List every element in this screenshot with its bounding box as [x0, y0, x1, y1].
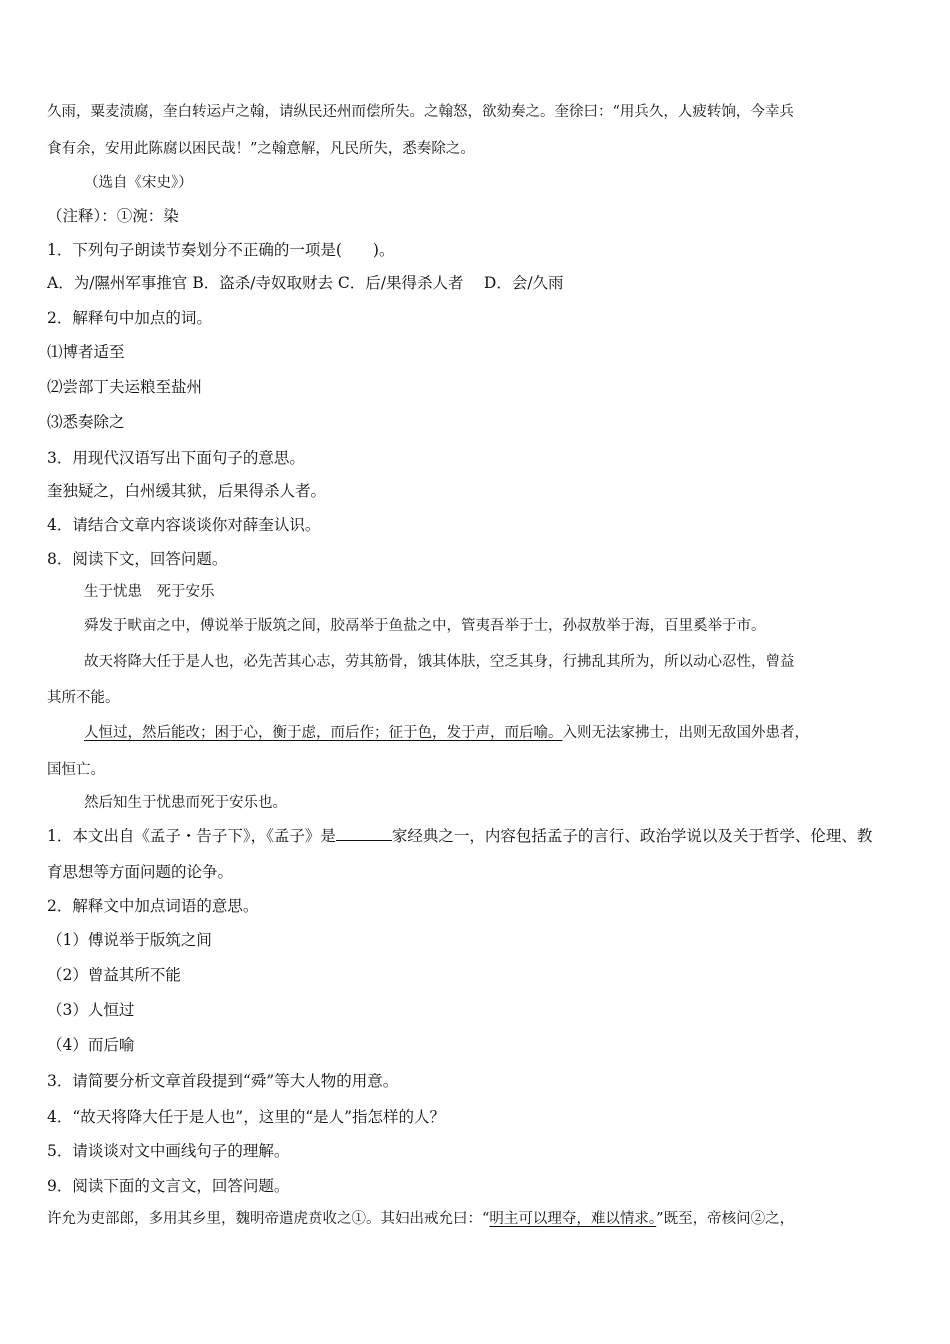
underlined-sentence: 明主可以理夺，难以情求。 [489, 1211, 657, 1227]
passage-paragraph: 然后知生于忧患而死于安乐也。 [84, 795, 287, 811]
question-sentence: 奎独疑之，白州缓其狱，后果得杀人者。 [47, 482, 327, 500]
passage-title: 生于忧患 死于安乐 [84, 584, 215, 600]
passage-line: 食有余，安用此陈腐以困民哉！”之翰意解，凡民所失，悉奏除之。 [47, 141, 475, 157]
question-text: 家经典之一，内容包括孟子的言行、政治学说以及关于哲学、伦理、教 [391, 827, 873, 845]
annotation-note: （注释）：①涴：染 [47, 207, 179, 225]
question [47, 826, 872, 846]
sub-question: ⑴博者适至 [47, 343, 125, 361]
underlined-sentence: 人恒过，然后能改；困于心，衡于虑，而后作；征于色，发于声，而后喻。 [84, 725, 563, 741]
passage-line: 久雨，粟麦渍腐，奎白转运卢之翰，请纵民还州而偿所失。之翰怒，欲劾奏之。奎徐曰：“用兵久，人疲转饷，今幸兵 [47, 104, 794, 120]
sub-question: ⑶悉奏除之 [47, 413, 125, 431]
sub-question: （1）傅说举于版筑之间 [47, 931, 212, 949]
section-heading: 8．阅读下文，回答问题。 [47, 550, 228, 568]
passage-paragraph [84, 723, 809, 743]
sub-question: ⑵尝部丁夫运粮至盐州 [47, 378, 203, 396]
question: 2．解释句中加点的词。 [47, 309, 212, 327]
passage-text: 入则无法家拂士，出则无敌国外患者， [562, 725, 809, 741]
sub-question: （2）曾益其所不能 [47, 966, 181, 984]
section-heading: 9．阅读下面的文言文，回答问题。 [47, 1177, 290, 1195]
passage-line: 其所不能。 [47, 690, 120, 706]
question: 1．下列句子朗读节奏划分不正确的一项是( )。 [47, 241, 395, 259]
question-text: 1．本文出自《孟子・告子下》，《孟子》是 [47, 827, 336, 845]
sub-question: （4）而后喻 [47, 1036, 135, 1054]
passage-text: 许允为吏部郎，多用其乡里，魏明帝遣虎贲收之①。其妇出戒允曰：“ [47, 1211, 490, 1227]
passage-text: ”既至，帝核问②之， [656, 1211, 795, 1227]
question: 2．解释文中加点词语的意思。 [47, 897, 259, 915]
passage-line [47, 1209, 794, 1229]
question-line: 育思想等方面问题的论争。 [47, 863, 234, 881]
source-citation: （选自《宋史》） [84, 175, 193, 191]
question: 4．请结合文章内容谈谈你对薛奎认识。 [47, 516, 321, 534]
passage-paragraph: 故天将降大任于是人也，必先苦其心志，劳其筋骨，饿其体肤，空乏其身，行拂乱其所为，所以动心忍性，曾益 [84, 654, 795, 670]
question: 3．请简要分析文章首段提到“舜”等大人物的用意。 [47, 1072, 399, 1090]
answer-options: A．为/隰州军事推官 B．盗杀/寺奴取财去 C．后/果得杀人者 D．会/久雨 [47, 274, 564, 292]
fill-in-blank [336, 826, 392, 841]
passage-line: 国恒亡。 [47, 762, 105, 778]
question: 3．用现代汉语写出下面句子的意思。 [47, 449, 305, 467]
question: 4．“故天将降大任于是人也”，这里的“是人”指怎样的人？ [47, 1108, 446, 1126]
passage-paragraph: 舜发于畎亩之中，傅说举于版筑之间，胶鬲举于鱼盐之中，管夷吾举于士，孙叔敖举于海，百里奚举于市。 [84, 618, 766, 634]
question: 5．请谈谈对文中画线句子的理解。 [47, 1142, 290, 1160]
sub-question: （3）人恒过 [47, 1001, 135, 1019]
